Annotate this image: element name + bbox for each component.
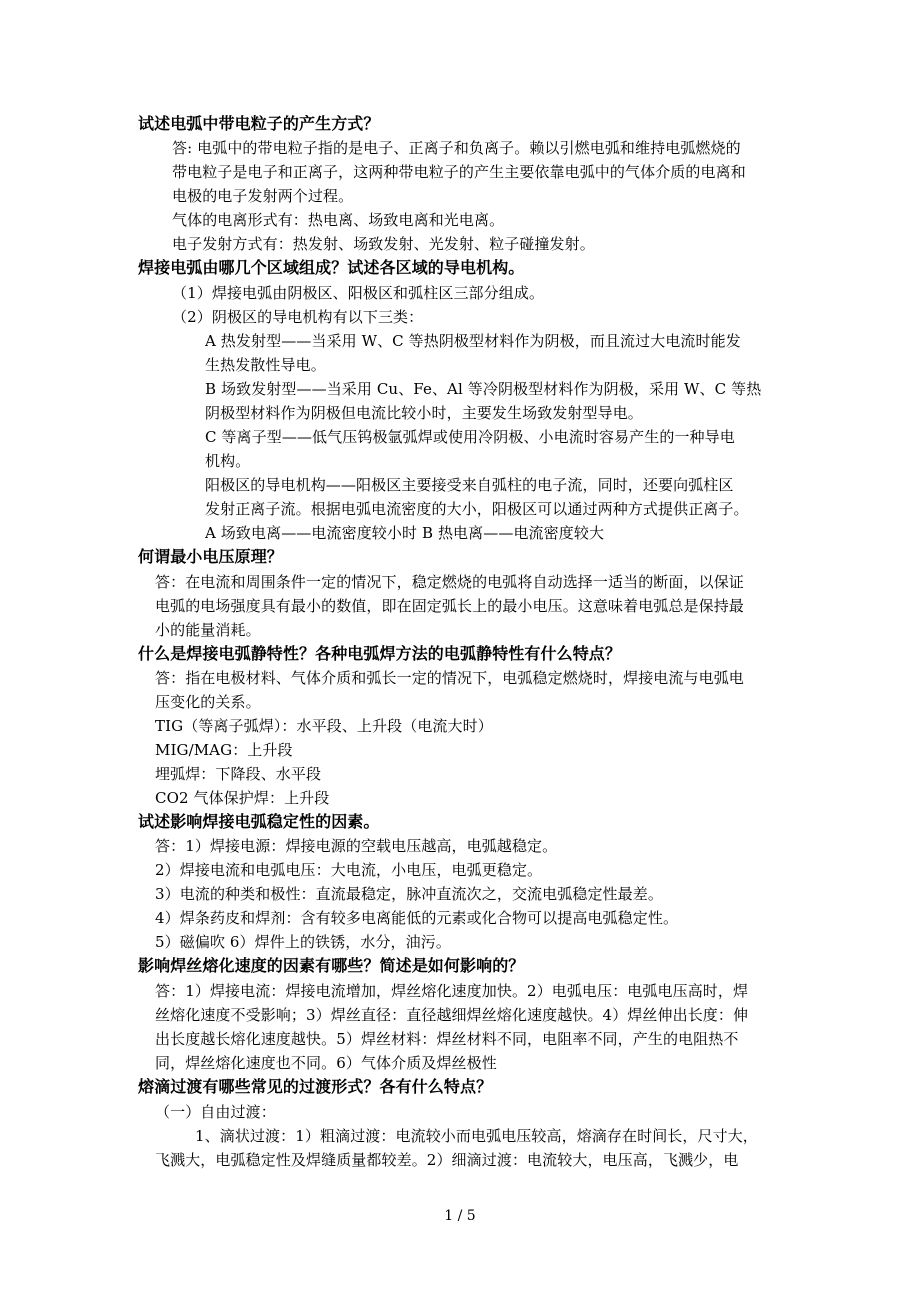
text-line: 4）焊条药皮和焊剂：含有较多电离能低的元素或化合物可以提高电弧稳定性。 xyxy=(155,909,679,927)
text-line: 5）磁偏吹 6）焊件上的铁锈，水分，油污。 xyxy=(155,933,451,951)
text-line: 丝熔化速度不受影响；3）焊丝直径：直径越细焊丝熔化速度越快。4）焊丝伸出长度：伸 xyxy=(155,1006,749,1024)
text-line: CO2 气体保护焊：上升段 xyxy=(155,789,330,807)
text-line: 压变化的关系。 xyxy=(155,693,261,711)
text-line: 气体的电离形式有：热电离、场致电离和光电离。 xyxy=(172,211,505,229)
text-line: A 场致电离——电流密度较小时 B 热电离——电流密度较大 xyxy=(205,524,605,542)
text-line: 电极的电子发射两个过程。 xyxy=(172,187,354,205)
text-line: 2）焊接电流和电弧电压：大电流，小电压，电弧更稳定。 xyxy=(155,861,543,879)
heading-arc-stability: 试述影响焊接电弧稳定性的因素。 xyxy=(138,812,380,831)
text-line: 小的能量消耗。 xyxy=(155,621,261,639)
text-line: （1）焊接电弧由阴极区、阳极区和弧柱区三部分组成。 xyxy=(172,284,545,302)
text-line: 答: 电弧中的带电粒子指的是电子、正离子和负离子。赖以引燃电弧和维持电弧燃烧的 xyxy=(172,139,741,157)
text-line: 生热发散性导电。 xyxy=(205,356,326,374)
text-line: 阴极型材料作为阴极但电流比较小时，主要发生场致发射型导电。 xyxy=(205,404,643,422)
heading-droplet-transfer: 熔滴过渡有哪些常见的过渡形式？各有什么特点？ xyxy=(138,1077,493,1096)
text-line: 答：1）焊接电源：焊接电源的空载电压越高，电弧越稳定。 xyxy=(155,837,558,855)
heading-static-characteristics: 什么是焊接电弧静特性？各种电弧焊方法的电弧静特性有什么特点？ xyxy=(138,644,622,663)
text-line: 飞溅大，电弧稳定性及焊缝质量都较差。2）细滴过渡：电流较大，电压高，飞溅少，电 xyxy=(155,1151,739,1169)
page-number: 1 / 5 xyxy=(444,1208,476,1224)
heading-arc-regions: 焊接电弧由哪几个区域组成？试述各区域的导电机构。 xyxy=(138,258,525,277)
text-line: 答：1）焊接电流：焊接电流增加，焊丝熔化速度加快。2）电弧电压：电弧电压高时，焊 xyxy=(155,982,749,1000)
text-line: 3）电流的种类和极性：直流最稳定，脉冲直流次之，交流电弧稳定性最差。 xyxy=(155,885,663,903)
text-line: A 热发射型——当采用 W、C 等热阴极型材料作为阴极，而且流过大电流时能发 xyxy=(205,332,741,350)
text-line: 发射正离子流。根据电弧电流密度的大小，阳极区可以通过两种方式提供正离子。 xyxy=(205,500,749,518)
text-line: （2）阴极区的导电机构有以下三类： xyxy=(172,308,424,326)
text-line: 带电粒子是电子和正离子，这两种带电粒子的产生主要依靠电弧中的气体介质的电离和 xyxy=(172,163,746,181)
text-line: 电弧的电场强度具有最小的数值，即在固定弧长上的最小电压。这意味着电弧总是保持最 xyxy=(155,597,744,615)
text-line: C 等离子型——低气压钨极氩弧焊或使用冷阴极、小电流时容易产生的一种导电 xyxy=(205,428,735,446)
heading-min-voltage: 何谓最小电压原理？ xyxy=(138,547,283,566)
heading-melting-speed: 影响焊丝熔化速度的因素有哪些？简述是如何影响的？ xyxy=(138,956,525,975)
text-line: 出长度越长熔化速度越快。5）焊丝材料：焊丝材料不同，电阻率不同，产生的电阻热不 xyxy=(155,1030,739,1048)
text-line: 1、滴状过渡：1）粗滴过渡：电流较小而电弧电压较高，熔滴存在时间长，尺寸大， xyxy=(195,1127,758,1145)
text-line: 答：在电流和周围条件一定的情况下，稳定燃烧的电弧将自动选择一适当的断面，以保证 xyxy=(155,573,744,591)
heading-charged-particles: 试述电弧中带电粒子的产生方式？ xyxy=(138,114,380,133)
text-line: 电子发射方式有：热发射、场致发射、光发射、粒子碰撞发射。 xyxy=(172,235,595,253)
text-line: TIG（等离子弧焊）：水平段、上升段（电流大时） xyxy=(155,717,493,735)
text-line: MIG/MAG：上升段 xyxy=(155,741,293,759)
text-line: 埋弧焊：下降段、水平段 xyxy=(155,765,322,783)
text-line: B 场致发射型——当采用 Cu、Fe、Al 等冷阴极型材料作为阴极，采用 W、C 等热 xyxy=(205,380,762,398)
text-line: 阳极区的导电机构——阳极区主要接受来自弧柱的电子流，同时，还要向弧柱区 xyxy=(205,476,734,494)
text-line: （一）自由过渡： xyxy=(155,1103,276,1121)
text-line: 答：指在电极材料、气体介质和弧长一定的情况下，电弧稳定燃烧时，焊接电流与电弧电 xyxy=(155,669,744,687)
text-line: 同，焊丝熔化速度也不同。6）气体介质及焊丝极性 xyxy=(155,1054,497,1072)
text-line: 机构。 xyxy=(205,452,251,470)
